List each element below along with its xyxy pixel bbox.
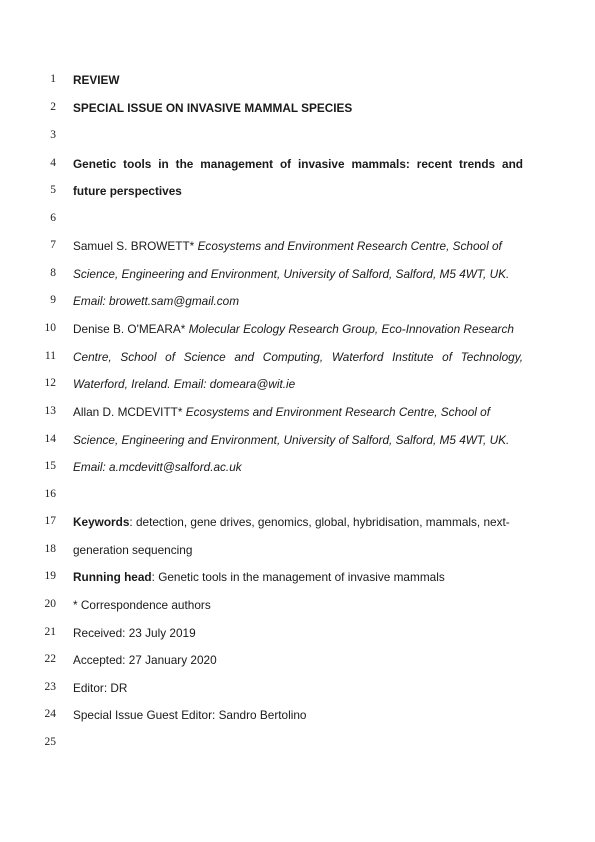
author-2-line-2: Centre, School of Science and Computing, Waterford Institute of Technology,: [73, 350, 523, 364]
author-2-line-1: [73, 321, 523, 337]
running-head-text: : Genetic tools in the management of invasive mammals: [151, 570, 445, 584]
line-15: [0, 458, 595, 478]
line-number: 24: [44, 708, 56, 720]
line-number: 9: [50, 294, 56, 306]
line-8: [0, 265, 595, 285]
line-1: [0, 71, 595, 91]
author-name: Allan D. MCDEVITT*: [73, 405, 183, 419]
line-number: 23: [44, 681, 56, 693]
author-affiliation: Molecular Ecology Research Group, Eco-Innovation Research: [188, 322, 514, 336]
author-1-email: Email: browett.sam@gmail.com: [73, 294, 240, 308]
line-20: [0, 596, 595, 616]
line-number: 6: [50, 212, 56, 224]
guest-editor: Special Issue Guest Editor: Sandro Bertolino: [73, 708, 307, 722]
line-number: 7: [50, 239, 56, 251]
keywords-label: Keywords: [73, 515, 130, 529]
author-3-email: Email: a.mcdevitt@salford.ac.uk: [73, 460, 242, 474]
line-5: [0, 182, 595, 202]
title-line-1: Genetic tools in the management of invasive mammals: recent trends and: [73, 157, 523, 171]
special-issue-heading: SPECIAL ISSUE ON INVASIVE MAMMAL SPECIES: [73, 101, 353, 115]
line-number: 4: [50, 157, 56, 169]
author-name: Denise B. O'MEARA*: [73, 322, 186, 336]
line-number: 2: [50, 101, 56, 113]
line-17: [0, 513, 595, 533]
line-number: 13: [44, 405, 56, 417]
line-18: [0, 541, 595, 561]
line-21: [0, 624, 595, 644]
line-2: [0, 99, 595, 119]
line-19: [0, 568, 595, 588]
author-name: Samuel S. BROWETT*: [73, 239, 195, 253]
line-number: 21: [44, 626, 56, 638]
author-1-line-1: [73, 238, 523, 254]
line-number: 10: [44, 322, 56, 334]
author-3-line-2: Science, Engineering and Environment, University of Salford, Salford, M5 4WT, UK.: [73, 433, 510, 447]
article-type: REVIEW: [73, 73, 120, 87]
editor: Editor: DR: [73, 681, 128, 695]
line-13: [0, 403, 595, 423]
line-number: 16: [44, 488, 56, 500]
running-head: [73, 569, 523, 585]
correspondence-note: * Correspondence authors: [73, 598, 211, 612]
accepted-date: Accepted: 27 January 2020: [73, 653, 217, 667]
line-number: 5: [50, 184, 56, 196]
author-affiliation: Ecosystems and Environment Research Centre, School of: [185, 405, 490, 419]
line-16: [0, 486, 595, 506]
line-number: 14: [44, 433, 56, 445]
author-1-line-2: Science, Engineering and Environment, University of Salford, Salford, M5 4WT, UK.: [73, 267, 510, 281]
received-date: Received: 23 July 2019: [73, 626, 196, 640]
line-25: [0, 734, 595, 754]
keywords-text: : detection, gene drives, genomics, global, hybridisation, mammals, next-: [129, 515, 510, 529]
line-number: 1: [50, 73, 56, 85]
line-24: [0, 706, 595, 726]
line-number: 18: [44, 543, 56, 555]
title-line-2: future perspectives: [73, 184, 182, 198]
line-number: 22: [44, 653, 56, 665]
line-4: [0, 155, 595, 175]
line-number: 8: [50, 267, 56, 279]
line-10: [0, 320, 595, 340]
line-number: 25: [44, 736, 56, 748]
line-number: 17: [44, 515, 56, 527]
line-number: 12: [44, 377, 56, 389]
line-7: [0, 237, 595, 257]
line-6: [0, 210, 595, 230]
line-number: 11: [44, 350, 56, 362]
line-3: [0, 127, 595, 147]
keywords-line-1: [73, 514, 523, 530]
line-number: 3: [50, 129, 56, 141]
author-affiliation: Ecosystems and Environment Research Centre, School of: [197, 239, 502, 253]
line-12: [0, 375, 595, 395]
author-2-email: Waterford, Ireland. Email: domeara@wit.ie: [73, 377, 296, 391]
line-9: [0, 292, 595, 312]
line-14: [0, 431, 595, 451]
keywords-line-2: generation sequencing: [73, 543, 193, 557]
line-number: 19: [44, 570, 56, 582]
line-22: [0, 651, 595, 671]
line-number: 20: [44, 598, 56, 610]
line-number: 15: [44, 460, 56, 472]
running-head-label: Running head: [73, 570, 152, 584]
author-3-line-1: [73, 404, 523, 420]
line-11: [0, 348, 595, 368]
line-23: [0, 679, 595, 699]
